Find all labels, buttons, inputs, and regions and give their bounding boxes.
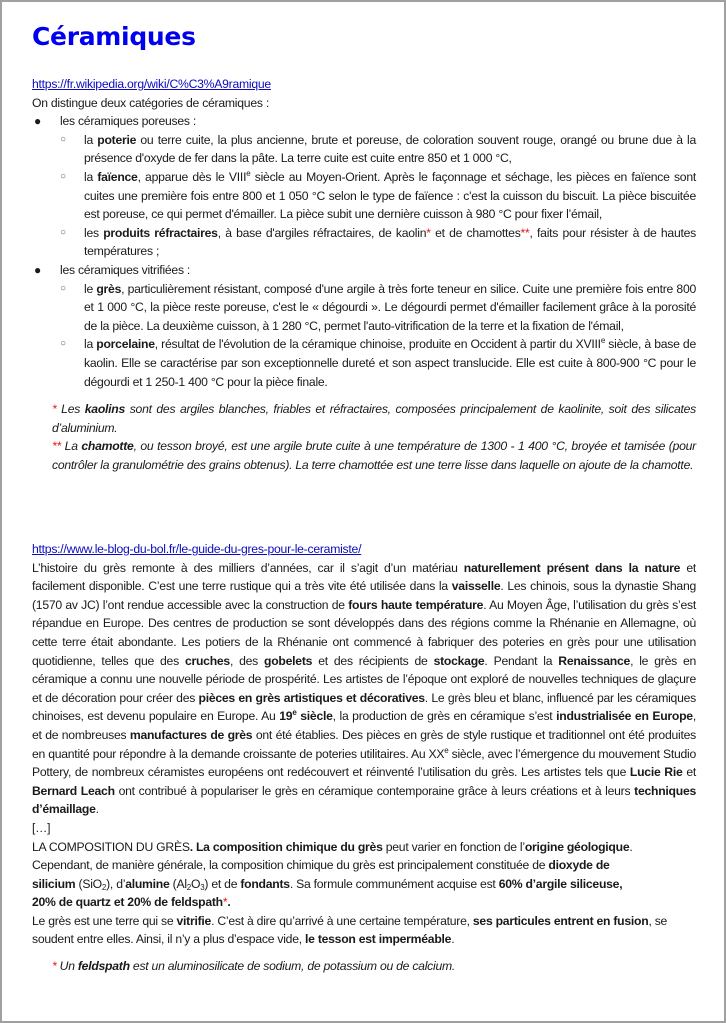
subcategory-list: [60, 131, 696, 261]
footnote-kaolin: * Les kaolins sont des argiles blanches, friables et réfractaires, composées principalement de kaolinite, soit des silicates d’aluminium.: [52, 402, 696, 435]
term: faïence: [97, 169, 138, 184]
section-wikipedia: [32, 75, 696, 474]
category-label: les céramiques poreuses :: [60, 114, 197, 129]
category-list: [32, 112, 696, 391]
footnote-mark: *: [222, 895, 228, 910]
section-blog: [32, 540, 696, 976]
term: porcelaine: [96, 337, 155, 352]
list-item-porcelaine: ○ la porcelaine, résultat de l'évolution de la céramique chinoise, produite en Occident à partir du XVIIIe siècle, à base de kaolin. Elle se caractérise par son exceptionnelle dureté et son aspect translucide. Elle est cuite à 800-900 °C pour le dégourdi et 1 250-1 400 °C pour la pièce finale.: [60, 336, 696, 389]
bullet-circle-icon: ○: [60, 170, 66, 182]
bullet-disc-icon: ●: [34, 114, 41, 129]
category-vitrified: [32, 261, 696, 391]
footnote-mark: *: [52, 959, 57, 974]
list-item-refractaires: ○ les produits réfractaires, à base d'argiles réfractaires, de kaolin* et de chamottes**, faits pour résister à de hautes températures ;: [60, 225, 696, 259]
list-item-poterie: ○ la poterie ou terre cuite, la plus ancienne, brute et poreuse, de coloration souvent rouge, orangé ou brune due à la présence d'oxyde de fer dans la pâte. La terre cuite est cuite entre 850 et 1 000 °C,: [60, 132, 696, 166]
term: poterie: [97, 132, 137, 147]
intro-text: On distingue deux catégories de céramiques :: [32, 95, 269, 110]
footnote-feldspath: * Un feldspath est un aluminosilicate de sodium, de potassium ou de calcium.: [52, 959, 456, 974]
category-label: les céramiques vitrifiées :: [60, 262, 191, 277]
bullet-circle-icon: ○: [60, 226, 66, 238]
bullet-circle-icon: ○: [60, 282, 66, 294]
wikipedia-source-link[interactable]: https://fr.wikipedia.org/wiki/C%C3%A9ramique: [32, 77, 271, 91]
bullet-circle-icon: ○: [60, 133, 66, 145]
list-item-faience: ○ la faïence, apparue dès le VIIIe siècle au Moyen-Orient. Après le façonnage et séchage, les pièces en faïence sont cuites une première fois entre 800 et 1 050 °C selon le type de faïence : c'est la cuisson du biscuit. La pièce biscuitée est poreuse, ce qui permet d'émailler. La pièce subit une dernière cuisson à 980 °C pour fixer l’émail,: [60, 168, 696, 222]
footnote-mark: **: [520, 225, 530, 240]
footnote-mark: *: [426, 225, 431, 240]
ellipsis: […]: [32, 820, 51, 835]
page-title: Céramiques: [32, 22, 196, 51]
bullet-circle-icon: ○: [60, 338, 66, 350]
category-porous: [32, 112, 696, 261]
footnote-mark: **: [52, 439, 61, 454]
bullet-disc-icon: ●: [34, 262, 41, 277]
blog-source-link[interactable]: https://www.le-blog-du-bol.fr/le-guide-du-gres-pour-le-ceramiste/: [32, 542, 362, 556]
footnote-chamotte: ** La chamotte, ou tesson broyé, est une argile brute cuite à une température de 1300 - 1 400 °C, broyée et tamisée (pour contrôler la granulométrie des grains obtenus). La terre chamottée est une terre lisse dans laquelle on ajoute de la chamotte.: [52, 439, 696, 472]
term: grès: [96, 281, 122, 296]
vitrify-paragraph: Le grès est une terre qui se vitrifie. C’est à dire qu’arrivé à une certaine température, ses particules entrent en fusion, se soudent entre elles. Ainsi, il n’y a plus d’espace vide, le tesson est imperméable.: [32, 913, 668, 947]
footnote-mark: *: [52, 402, 57, 417]
footnotes: [32, 400, 696, 474]
term: produits réfractaires: [103, 225, 218, 240]
history-paragraph: L’histoire du grès remonte à des milliers d’années, car il s’agit d’un matériau naturellement présent dans la nature et facilement disponible. C’est une terre rustique qui a très vite été utilisée dans la vaisselle. Les chinois, sous la dynastie Shang (1570 av JC) l’ont rendue accessible avec la construction de fours haute température. Au Moyen Âge, l’utilisation du grès s’est répandue en Europe. Des centres de production se sont développés dans des régions comme la Rhénanie en Allemagne, où cette terre était abondante. Les potiers de la Rhénanie ont commencé à fabriquer des poteries en grès pour une utilisation quotidienne, telles que des cruches, des gobelets et des récipients de stockage. Pendant la Renaissance, le grès en céramique a connu une nouvelle période de prospérité. Les artistes de l’époque ont exploré de nouvelles techniques de glaçure et de décoration pour créer des pièces en grès artistiques et décoratives. Le grès bleu et blanc, influencé par les céramiques chinoises, est devenu populaire en Europe. Au 19e siècle, la production de grès en céramique s’est industrialisée en Europe, et de nombreuses manufactures de grès ont été établies. Des pièces en grès de style rustique et traditionnel ont été produites en quantité pour répondre à la demande croissante de poteries utilitaires. Au XXe siècle, avec l’émergence du mouvement Studio Pottery, de nombreux céramistes européens ont redécouvert et réinventé l’utilisation du grès. Les artistes tels que Lucie Rie et Bernard Leach ont contribué à populariser le grès en céramique contemporaine grâce à leurs créations et à leurs techniques d’émaillage.: [32, 560, 697, 817]
subcategory-list: [60, 280, 696, 392]
composition-paragraph: LA COMPOSITION DU GRÈS. La composition chimique du grès peut varier en fonction de l’origine géologique. Cependant, de manière générale, la composition chimique du grès est principalement constituée de dioxyde de silicium (SiO$_2$), d’alumine $(Al_2O_3)$ et de fondants. Sa formule communément acquise est 60% d’argile siliceuse, 20% de quartz et 20% de feldspath*.: [32, 839, 633, 910]
list-item-gres: ○ le grès, particulièrement résistant, composé d'une argile à très forte teneur en silice. Cuite une première fois entre 800 et 1 000 °C, la pièce reste poreuse, c'est le « dégourdi ». Le dégourdi permet d'émailler facilement grâce à la porosité de la pièce. La deuxième cuisson, à 1 280 °C, permet l'auto-vitrification de la terre et la fixation de l'émail,: [60, 281, 697, 333]
